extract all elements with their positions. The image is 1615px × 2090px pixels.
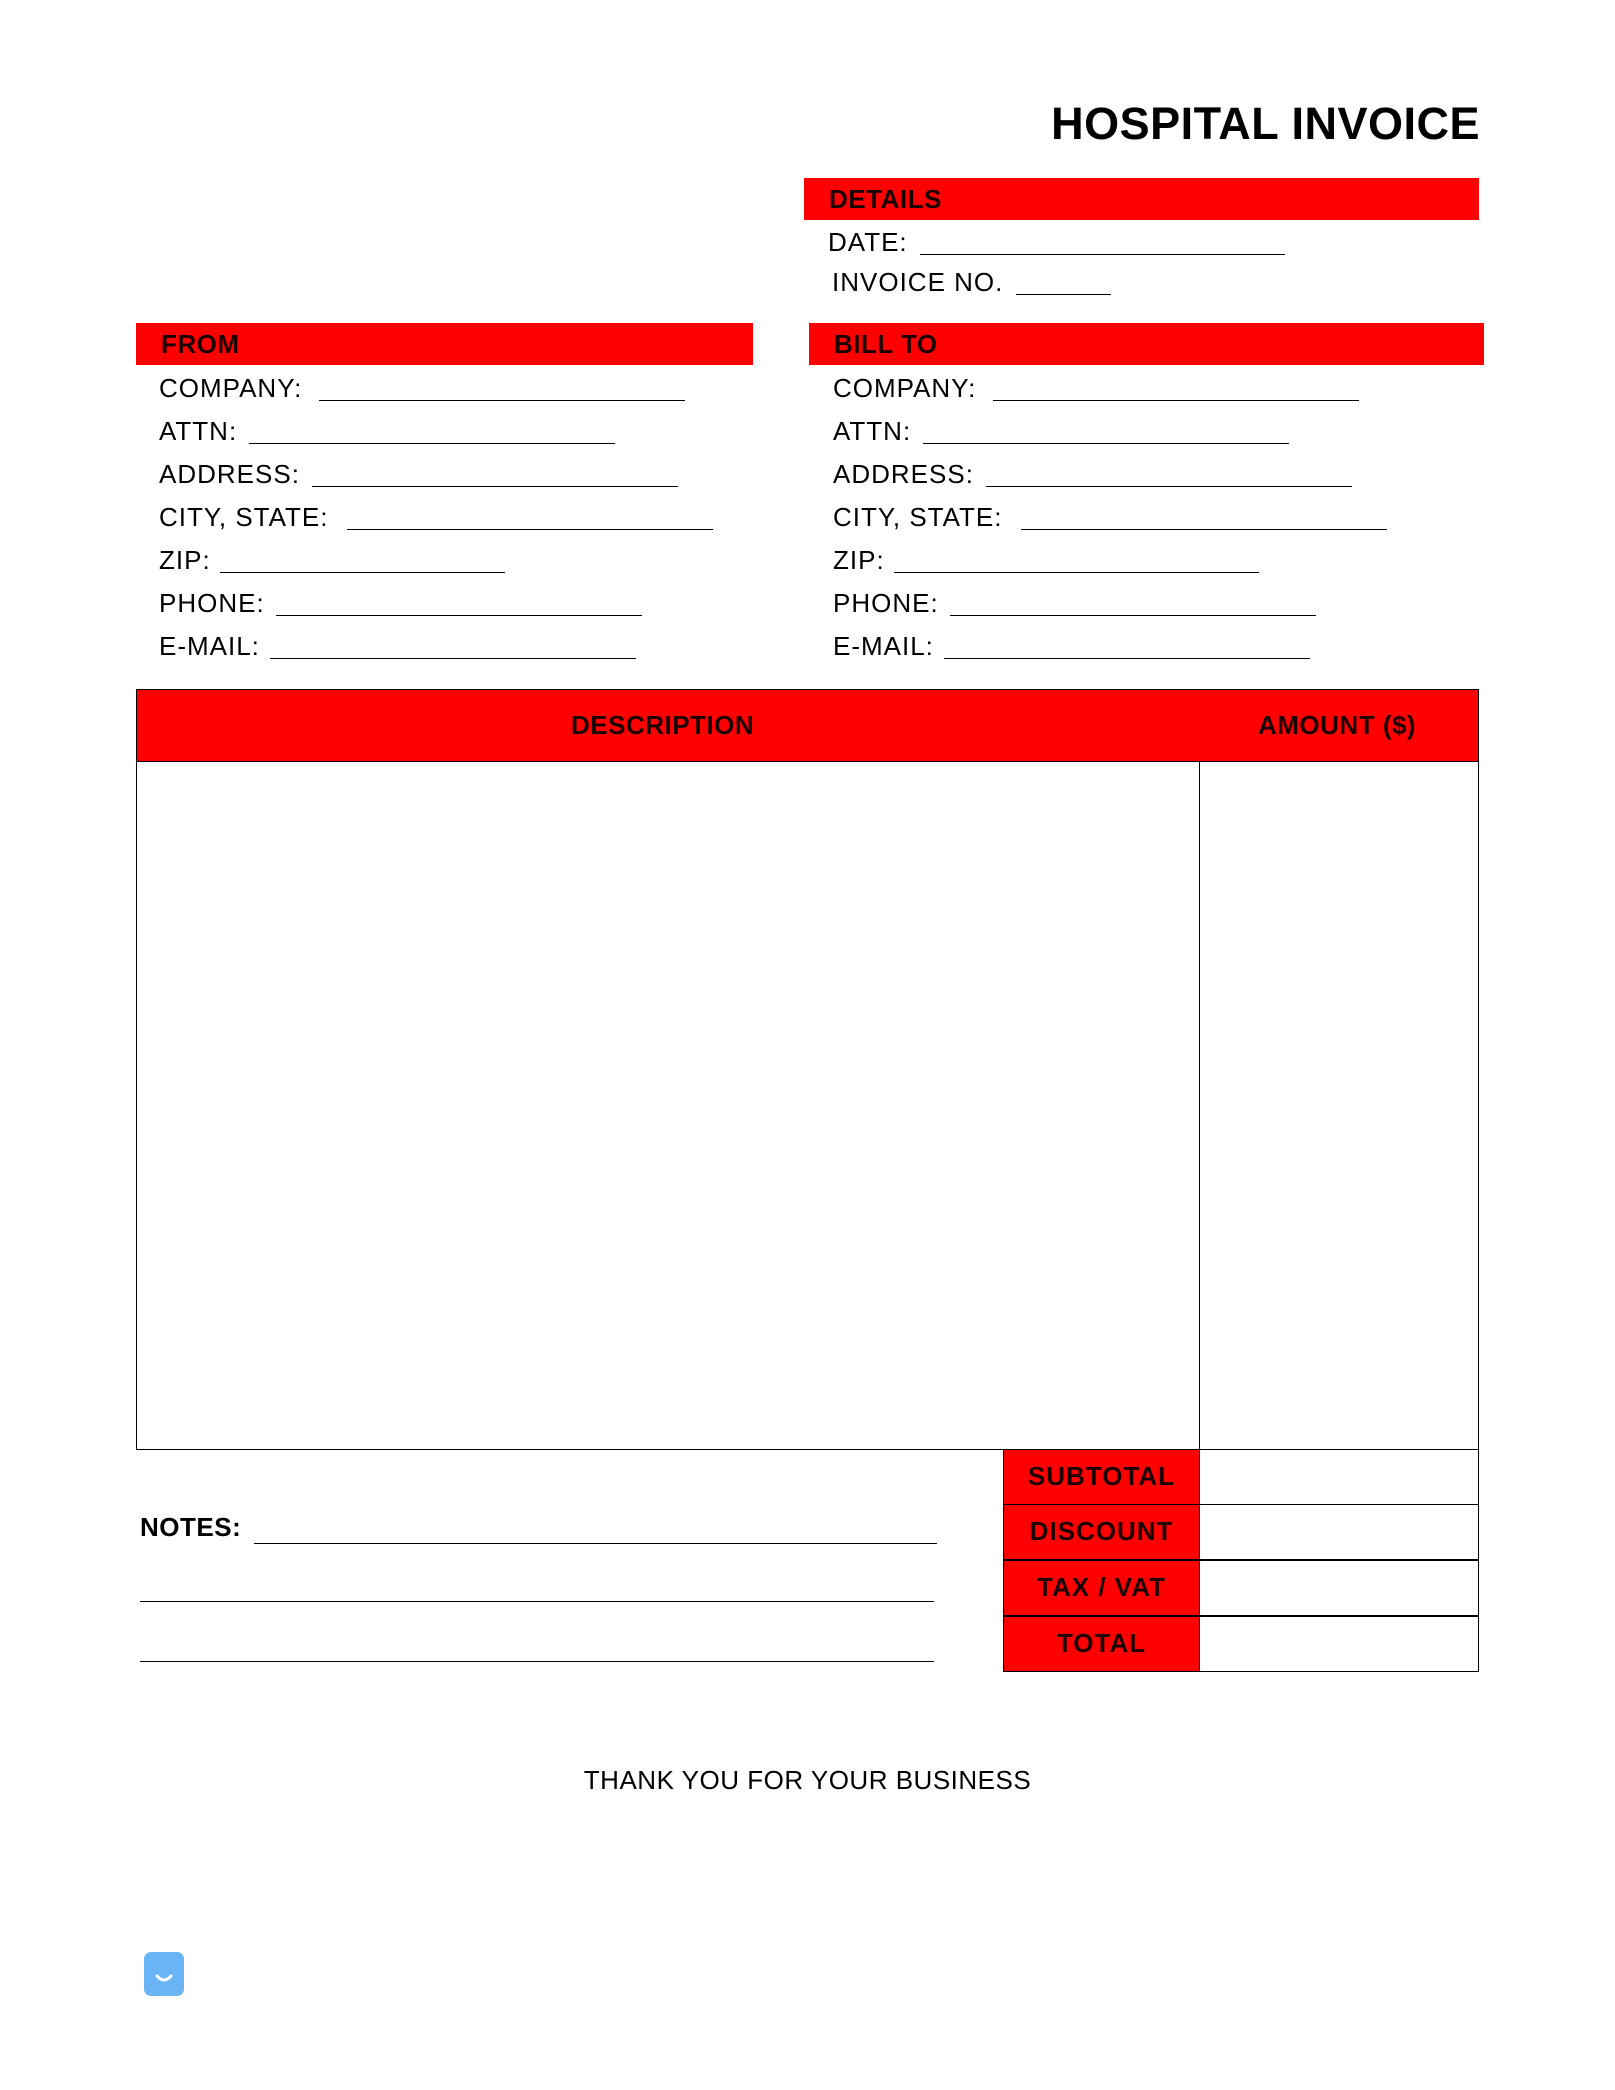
bill-to-city-state-field[interactable] xyxy=(1021,529,1387,530)
bill-to-address-label: ADDRESS: xyxy=(833,459,974,489)
bill-to-attn-label: ATTN: xyxy=(833,416,912,446)
subtotal-label: SUBTOTAL xyxy=(1003,1449,1200,1505)
from-phone-field[interactable] xyxy=(276,615,642,616)
from-address-label: ADDRESS: xyxy=(159,459,300,489)
notes-line-2[interactable] xyxy=(140,1601,934,1602)
from-attn-field[interactable] xyxy=(249,443,615,444)
details-header-label: DETAILS xyxy=(829,184,942,214)
from-phone-label: PHONE: xyxy=(159,588,265,618)
discount-label: DISCOUNT xyxy=(1003,1504,1200,1560)
from-header-label: FROM xyxy=(161,329,240,359)
bill-to-zip-field[interactable] xyxy=(894,572,1259,573)
date-label: DATE: xyxy=(828,227,908,257)
invoice-title: HOSPITAL INVOICE xyxy=(1051,98,1480,149)
subtotal-value[interactable] xyxy=(1199,1449,1479,1505)
from-company-label: COMPANY: xyxy=(159,373,303,403)
description-header: DESCRIPTION xyxy=(571,710,755,740)
thank-you-message: THANK YOU FOR YOUR BUSINESS xyxy=(583,1765,1032,1795)
details-header xyxy=(804,178,1479,220)
amount-cell[interactable] xyxy=(1200,761,1478,1449)
description-cell[interactable] xyxy=(137,761,1199,1449)
from-city-state-label: CITY, STATE: xyxy=(159,502,329,532)
from-address-field[interactable] xyxy=(312,486,678,487)
totals-block xyxy=(1003,1449,1479,1673)
bill-to-email-field[interactable] xyxy=(944,658,1310,659)
from-header xyxy=(136,323,753,365)
notes-line-1[interactable] xyxy=(254,1543,937,1544)
bill-to-attn-field[interactable] xyxy=(923,443,1289,444)
smile-icon xyxy=(144,1952,184,1996)
amount-header: AMOUNT ($) xyxy=(1258,710,1417,740)
bill-to-city-state-label: CITY, STATE: xyxy=(833,502,1003,532)
bill-to-company-label: COMPANY: xyxy=(833,373,977,403)
from-email-field[interactable] xyxy=(270,658,636,659)
from-zip-label: ZIP: xyxy=(159,545,211,575)
from-company-field[interactable] xyxy=(319,400,685,401)
from-attn-label: ATTN: xyxy=(159,416,238,446)
bill-to-email-label: E-MAIL: xyxy=(833,631,934,661)
bill-to-phone-label: PHONE: xyxy=(833,588,939,618)
discount-value[interactable] xyxy=(1199,1504,1479,1560)
bill-to-phone-field[interactable] xyxy=(950,615,1316,616)
items-table xyxy=(136,689,1479,1450)
total-label: TOTAL xyxy=(1003,1616,1200,1672)
notes-label: NOTES: xyxy=(140,1512,242,1542)
from-city-state-field[interactable] xyxy=(347,529,713,530)
items-table-header xyxy=(137,690,1478,762)
column-divider xyxy=(1199,761,1200,1449)
from-zip-field[interactable] xyxy=(220,572,505,573)
bill-to-zip-label: ZIP: xyxy=(833,545,885,575)
tax-vat-value[interactable] xyxy=(1199,1560,1479,1616)
bill-to-header-label: BILL TO xyxy=(834,329,938,359)
from-email-label: E-MAIL: xyxy=(159,631,260,661)
notes-line-3[interactable] xyxy=(140,1661,934,1662)
date-field[interactable] xyxy=(920,254,1285,255)
bill-to-header xyxy=(809,323,1484,365)
bill-to-company-field[interactable] xyxy=(993,400,1359,401)
invoice-no-field[interactable] xyxy=(1016,294,1111,295)
bill-to-address-field[interactable] xyxy=(986,486,1352,487)
total-value[interactable] xyxy=(1199,1616,1479,1672)
invoice-no-label: INVOICE NO. xyxy=(832,267,1004,297)
tax-vat-label: TAX / VAT xyxy=(1003,1560,1200,1616)
smile-logo-icon xyxy=(144,1952,184,1996)
